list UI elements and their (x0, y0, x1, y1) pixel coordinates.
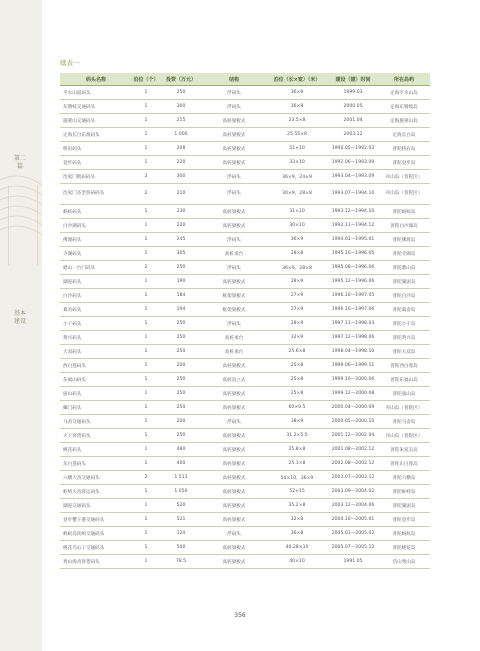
cell-build-time: 1992.11—1994.12 (328, 219, 378, 233)
cell-build-time: 2004.10—2005.01 (328, 513, 378, 527)
cell-dimensions: 38×9 (266, 415, 328, 429)
cell-berths: 1 (132, 303, 160, 317)
cell-dimensions: 30×9，28×8 (266, 184, 328, 205)
cell-dimensions: 51×10 (266, 142, 328, 156)
cell-dock-name: 秀山海岙客货码头 (60, 555, 132, 569)
table-row (60, 142, 430, 156)
cell-island: 普陀蚂蚁岛 (378, 527, 430, 541)
cell-dimensions: 54×10，36×9 (266, 471, 328, 485)
cell-structure: 高桩梁板式 (202, 429, 266, 443)
table-row (60, 156, 430, 170)
cell-dimensions: 31×10 (266, 205, 328, 219)
cell-island: 普陀西白莲岛 (378, 359, 430, 373)
table-row (60, 415, 430, 429)
cell-dock-name: 桥岩码头 (60, 142, 132, 156)
table-row (60, 345, 430, 359)
cell-build-time: 1999.03 (328, 86, 378, 100)
cell-dimensions: 31.2×5.5 (266, 429, 328, 443)
cell-island: 定海长白岛 (378, 128, 430, 142)
header-investment: 投资（万元） (160, 73, 202, 86)
cell-dock-name: 黄兴码头 (60, 331, 132, 345)
cell-investment: 305 (160, 247, 202, 261)
cell-structure: 高桩梁板式 (202, 457, 266, 471)
cell-structure: 浮码头 (202, 100, 266, 114)
cell-build-time: 2000.05 (328, 100, 378, 114)
table-row (60, 541, 430, 555)
table-row (60, 485, 430, 499)
table-row (60, 513, 430, 527)
cell-berths: 1 (132, 317, 160, 331)
cell-build-time: 1994.01—1995.01 (328, 233, 378, 247)
cell-build-time: 1992.06—1993.09 (328, 156, 378, 170)
cell-dimensions: 36×9 (266, 233, 328, 247)
cell-build-time: 1993.12—1994.10 (328, 205, 378, 219)
cell-dimensions: 25.1×8 (266, 457, 328, 471)
cell-berths: 1 (132, 443, 160, 457)
cell-dock-name: 大双码头 (60, 345, 132, 359)
cell-structure: 高桩梁板式 (202, 156, 266, 170)
cell-island: 舟山岛（普陀区） (378, 170, 430, 184)
cell-dock-name: 大干客货码头 (60, 429, 132, 443)
cell-island: 普陀虾峙岛 (378, 485, 430, 499)
cell-dimensions: 40.28×10 (266, 541, 328, 555)
header-structure: 结构 (202, 73, 266, 86)
table-row (60, 471, 430, 485)
sidebar (0, 0, 42, 651)
cell-build-time: 2003.12—2004.06 (328, 499, 378, 513)
cell-investment: 120 (160, 527, 202, 541)
cell-investment: 250 (160, 317, 202, 331)
cell-dimensions: 23.5×8 (266, 114, 328, 128)
table-row (60, 261, 430, 275)
cell-dimensions: 36×9 (266, 86, 328, 100)
cell-build-time: 1999.06—1999.11 (328, 359, 378, 373)
cell-dock-name: 小干码头 (60, 317, 132, 331)
cell-island: 普陀大双岛 (378, 345, 430, 359)
table-row (60, 86, 430, 100)
cell-build-time: 2000.05—2000.10 (328, 415, 378, 429)
cell-dock-name: 定海长白东渡码头 (60, 128, 132, 142)
cell-berths: 1 (132, 142, 160, 156)
cell-build-time: 2005.07—2005.12 (328, 541, 378, 555)
cell-investment: 210 (160, 184, 202, 205)
cell-dock-name: 葛岙码头 (60, 303, 132, 317)
cell-island: 普陀白沙岛 (378, 289, 430, 303)
cell-structure: 高桩承台 (202, 247, 266, 261)
cell-investment: 190 (160, 275, 202, 289)
cell-structure: 浮码头 (202, 86, 266, 100)
cell-berths: 1 (132, 527, 160, 541)
cell-dock-name: 马岙交通码头 (60, 415, 132, 429)
table-row (60, 429, 430, 443)
cell-island: 定海施蒙山岛 (378, 114, 430, 128)
cell-island: 普陀东福山岛 (378, 373, 430, 387)
cell-structure: 高桩梁板式 (202, 219, 266, 233)
cell-investment: 220 (160, 156, 202, 170)
cell-structure: 高桩直立式 (202, 373, 266, 387)
cell-dock-name: 平水山道码头 (60, 86, 132, 100)
cell-dimensions: 33×10 (266, 156, 328, 170)
table-row (60, 457, 430, 471)
cell-build-time: 2001.04 (328, 114, 378, 128)
cell-island: 普陀东白莲岛 (378, 457, 430, 471)
cell-build-time: 1995.08—1996.06 (328, 261, 378, 275)
cell-investment: 250 (160, 387, 202, 401)
cell-dimensions: 32×9 (266, 331, 328, 345)
cell-structure: 高桩梁板式 (202, 205, 266, 219)
cell-island: 舟山岛（普陀区） (378, 429, 430, 443)
cell-build-time: 1996.10—1997.05 (328, 289, 378, 303)
cell-investment: 250 (160, 331, 202, 345)
header-dimensions: 泊位（长×宽）（米） (266, 73, 328, 86)
table-row (60, 100, 430, 114)
cell-structure: 高桩梁板式 (202, 541, 266, 555)
cell-build-time: 1997.12—1998.06 (328, 331, 378, 345)
cell-dock-name: 登步码头 (60, 156, 132, 170)
cell-dock-name: 沈家门圣奎客码码头 (60, 184, 132, 205)
cell-berths: 1 (132, 359, 160, 373)
cell-dock-name: 庙山码头 (60, 387, 132, 401)
cell-build-time: 2001.12—2002.04 (328, 429, 378, 443)
cell-berths: 1 (132, 387, 160, 401)
cell-build-time: 2003.12 (328, 128, 378, 142)
cell-island: 普陀小干岛 (378, 317, 430, 331)
cell-berths: 1 (132, 100, 160, 114)
cell-dock-name: 虾峙大岙客运码头 (60, 485, 132, 499)
cell-island: 普陀葛岙岛 (378, 303, 430, 317)
cell-berths: 1 (132, 485, 160, 499)
cell-investment: 1 050 (160, 485, 202, 499)
cell-dock-name: 湖泥交通码头 (60, 499, 132, 513)
table-row (60, 373, 430, 387)
cell-island: 普陀鼎山岛 (378, 261, 430, 275)
cell-dock-name: 登步蟹子港交通码头 (60, 513, 132, 527)
table-row (60, 527, 430, 541)
table-row (60, 499, 430, 513)
table-row (60, 275, 430, 289)
cell-structure: 高桩梁板式 (202, 471, 266, 485)
cell-build-time: 2002.08—2002.12 (328, 457, 378, 471)
cell-structure: 浮码头 (202, 233, 266, 247)
cell-investment: 1 000 (160, 128, 202, 142)
table-row (60, 128, 430, 142)
cell-structure: 高桩梁板式 (202, 359, 266, 373)
dock-table (60, 73, 430, 569)
table-body (60, 86, 430, 569)
cell-structure: 高桩梁板式 (202, 128, 266, 142)
cell-build-time: 2005.01—2005.02 (328, 527, 378, 541)
cell-berths: 1 (132, 499, 160, 513)
cell-berths: 1 (132, 275, 160, 289)
table-row (60, 555, 430, 569)
cell-investment: 78.5 (160, 555, 202, 569)
table-row (60, 205, 430, 219)
cell-investment: 250 (160, 401, 202, 415)
cell-structure: 浮码头 (202, 261, 266, 275)
cell-island: 普陀马岙岛 (378, 415, 430, 429)
cell-investment: 400 (160, 457, 202, 471)
cell-island: 普陀蚂蚁岛 (378, 205, 430, 219)
cell-build-time: 1996.10—1997.06 (328, 303, 378, 317)
table-row (60, 401, 430, 415)
cell-investment: 521 (160, 513, 202, 527)
cell-build-time: 2000.04—2000.09 (328, 401, 378, 415)
cell-dimensions: 27×9 (266, 289, 328, 303)
cell-dock-name: 寺湖码头 (60, 247, 132, 261)
cell-dimensions: 35.2×8 (266, 499, 328, 513)
cell-build-time: 2003.07—2003.12 (328, 471, 378, 485)
table-row (60, 289, 430, 303)
cell-build-time: 1999.12—2000.08 (328, 387, 378, 401)
cell-structure: 高桩梁板式 (202, 401, 266, 415)
cell-dock-name: 蚂蚁码头 (60, 205, 132, 219)
cell-berths: 1 (132, 513, 160, 527)
cell-dock-name: 佛渡码头 (60, 233, 132, 247)
cell-dimensions: 36×9，28×8 (266, 261, 328, 275)
cell-dock-name: 东簪岐交通码头 (60, 100, 132, 114)
cell-build-time: 2001.08—2002.12 (328, 443, 378, 457)
cell-island: 普陀白沙湖岛 (378, 219, 430, 233)
cell-structure: 高桩承台 (202, 345, 266, 359)
cell-island: 普陀桥岩岛 (378, 142, 430, 156)
cell-dimensions: 40×10 (266, 555, 328, 569)
cell-dimensions: 32×8 (266, 513, 328, 527)
table-row (60, 443, 430, 457)
table-row (60, 331, 430, 345)
cell-dimensions: 28×9 (266, 275, 328, 289)
sidebar-frame (8, 185, 38, 265)
cell-build-time: 1998.04—1998.10 (328, 345, 378, 359)
cell-berths: 1 (132, 373, 160, 387)
cell-investment: 250 (160, 345, 202, 359)
page-number: 356 (234, 612, 246, 619)
cell-investment: 300 (160, 170, 202, 184)
cell-berths: 1 (132, 114, 160, 128)
table-row (60, 317, 430, 331)
cell-structure: 高桩梁板式 (202, 142, 266, 156)
cell-dock-name: 蚂蚁岛侠蚂交通码头 (60, 527, 132, 541)
cell-dock-name: 沈家门航码码头 (60, 170, 132, 184)
cell-structure: 浮码头 (202, 184, 266, 205)
cell-structure: 高桩梁板式 (202, 555, 266, 569)
cell-island: 普陀朱家尖岛 (378, 443, 430, 457)
cell-build-time: 1993.07—1994.10 (328, 184, 378, 205)
cell-dock-name: 东白莲码头 (60, 457, 132, 471)
cell-dock-name: 西白莲码头 (60, 359, 132, 373)
cell-island: 普陀寺湖岛 (378, 247, 430, 261)
cell-dimensions: 30×10 (266, 219, 328, 233)
cell-investment: 200 (160, 359, 202, 373)
cell-dimensions: 25.55×8 (266, 128, 328, 142)
cell-berths: 1 (132, 345, 160, 359)
table-row (60, 233, 430, 247)
cell-investment: 200 (160, 415, 202, 429)
table-row (60, 387, 430, 401)
cell-dock-name: 螺门码头 (60, 401, 132, 415)
cell-investment: 250 (160, 86, 202, 100)
cell-build-time: 1995.10—1996.05 (328, 247, 378, 261)
cell-investment: 194 (160, 303, 202, 317)
cell-structure: 浮码头 (202, 170, 266, 184)
cell-investment: 250 (160, 261, 202, 275)
table-row (60, 303, 430, 317)
cell-investment: 500 (160, 541, 202, 555)
cell-structure: 高桩梁板式 (202, 443, 266, 457)
cell-investment: 1 511 (160, 471, 202, 485)
cell-berths: 1 (132, 247, 160, 261)
cell-investment: 250 (160, 373, 202, 387)
cell-dock-name: 湖泥码头 (60, 275, 132, 289)
cell-investment: 480 (160, 443, 202, 457)
cell-berths: 2 (132, 170, 160, 184)
table-row (60, 359, 430, 373)
cell-structure: 浮码头 (202, 415, 266, 429)
cell-dock-name: 白沙湖码头 (60, 219, 132, 233)
cell-berths: 1 (132, 415, 160, 429)
cell-island: 普陀庙山岛 (378, 387, 430, 401)
cell-island: 普陀黄兴岛 (378, 331, 430, 345)
cell-island: 普陀佛渡岛 (378, 233, 430, 247)
cell-island: 舟山岛（普陀区） (378, 401, 430, 415)
cell-build-time: 2003.09—2004.02 (328, 485, 378, 499)
cell-investment: 184 (160, 289, 202, 303)
sidebar-section: 基本建设 (13, 310, 26, 325)
cell-berths: 2 (132, 471, 160, 485)
cell-dimensions: 60×9.5 (266, 401, 328, 415)
cell-island: 舟山岛（普陀区） (378, 184, 430, 205)
cell-investment: 300 (160, 100, 202, 114)
cell-structure: 框架梁板式 (202, 289, 266, 303)
cell-build-time: 1993.04—1993.09 (328, 170, 378, 184)
cell-dimensions: 36×8 (266, 100, 328, 114)
cell-berths: 1 (132, 205, 160, 219)
cell-berths: 1 (132, 86, 160, 100)
cell-investment: 220 (160, 219, 202, 233)
cell-dimensions: 27×9 (266, 303, 328, 317)
cell-dimensions: 28×8 (266, 247, 328, 261)
cell-berths: 1 (132, 289, 160, 303)
cell-berths: 1 (132, 219, 160, 233)
cell-berths: 1 (132, 401, 160, 415)
header-island: 所在岛屿 (378, 73, 430, 86)
cell-island: 定海东簪岐岛 (378, 100, 430, 114)
cell-dock-name: 桃花码头 (60, 443, 132, 457)
table-caption: 续表一 (60, 59, 80, 67)
cell-island: 岱山秀山岛 (378, 555, 430, 569)
cell-berths: 1 (132, 128, 160, 142)
cell-dimensions: 25.6×8 (266, 345, 328, 359)
cell-berths: 1 (132, 233, 160, 247)
cell-build-time: 1991.05 (328, 555, 378, 569)
table-row (60, 184, 430, 205)
cell-investment: 230 (160, 205, 202, 219)
cell-structure: 浮码头 (202, 317, 266, 331)
cell-island: 普陀桃花岛 (378, 541, 430, 555)
cell-dock-name: 六横大岙交通码头 (60, 471, 132, 485)
cell-structure: 高桩梁板式 (202, 513, 266, 527)
header-berths: 泊位（个） (132, 73, 160, 86)
cell-build-time: 1999.10—2000.06 (328, 373, 378, 387)
cell-island: 普陀湖泥岛 (378, 275, 430, 289)
header-build-time: 建设（建）时间 (328, 73, 378, 86)
cell-dimensions: 25×8 (266, 387, 328, 401)
cell-berths: 1 (132, 555, 160, 569)
cell-island: 普陀湖泥岛 (378, 499, 430, 513)
cell-investment: 250 (160, 429, 202, 443)
cell-dimensions: 25×8 (266, 373, 328, 387)
cell-dimensions: 36×8 (266, 527, 328, 541)
cell-investment: 520 (160, 499, 202, 513)
cell-dock-name: 桃花乌石子交通码头 (60, 541, 132, 555)
cell-dimensions: 36×9，24×9 (266, 170, 328, 184)
cell-dimensions: 28×9 (266, 317, 328, 331)
cell-berths: 1 (132, 156, 160, 170)
table-row (60, 247, 430, 261)
cell-island: 普陀登步岛 (378, 156, 430, 170)
cell-dock-name: 施蒙山交通码头 (60, 114, 132, 128)
cell-investment: 215 (160, 114, 202, 128)
cell-dock-name: 东福山码头 (60, 373, 132, 387)
cell-berths: 2 (132, 261, 160, 275)
cell-build-time: 1990.05—1992.03 (328, 142, 378, 156)
cell-berths: 1 (132, 429, 160, 443)
cell-structure: 高桩梁板式 (202, 485, 266, 499)
cell-island: 普陀六横岛 (378, 471, 430, 485)
cell-dimensions: 52×15 (266, 485, 328, 499)
cell-dock-name: 鼎山一台门码头 (60, 261, 132, 275)
cell-structure: 高桩承台 (202, 331, 266, 345)
cell-structure: 高桩梁板式 (202, 114, 266, 128)
table-row (60, 219, 430, 233)
cell-island: 定海平水山岛 (378, 86, 430, 100)
cell-build-time: 1997.11—1998.03 (328, 317, 378, 331)
cell-dock-name: 白沙码头 (60, 289, 132, 303)
cell-structure: 高桩梁板式 (202, 499, 266, 513)
table-row (60, 114, 430, 128)
table-row (60, 170, 430, 184)
header-dock-name: 码头名称 (60, 73, 132, 86)
sidebar-chapter: 第二篇 (13, 155, 26, 170)
cell-dimensions: 25.8×8 (266, 443, 328, 457)
cell-structure: 框架梁板式 (202, 303, 266, 317)
cell-berths: 1 (132, 331, 160, 345)
cell-berths: 1 (132, 541, 160, 555)
cell-berths: 2 (132, 184, 160, 205)
cell-structure: 高桩梁板式 (202, 387, 266, 401)
cell-investment: 245 (160, 233, 202, 247)
cell-investment: 208 (160, 142, 202, 156)
table-header-row (60, 73, 430, 86)
cell-structure: 高桩梁板式 (202, 275, 266, 289)
cell-dimensions: 25×8 (266, 359, 328, 373)
cell-berths: 1 (132, 457, 160, 471)
cell-structure: 浮码头 (202, 527, 266, 541)
cell-island: 普陀登步岛 (378, 513, 430, 527)
cell-build-time: 1995.12—1996.06 (328, 275, 378, 289)
